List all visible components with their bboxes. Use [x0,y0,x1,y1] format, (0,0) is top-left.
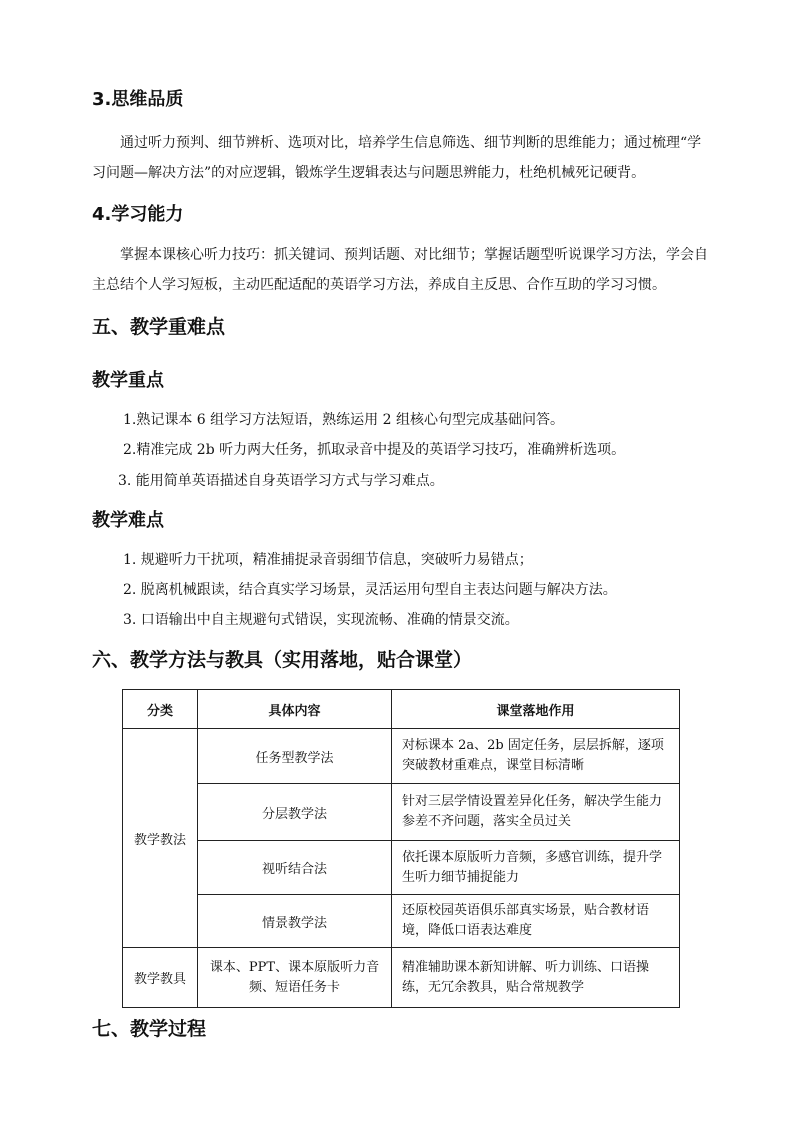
method-name: 任务型教学法 [198,729,392,784]
header-content: 具体内容 [198,690,392,729]
table-row [123,729,680,784]
section-learning-text: 掌握本课核心听力技巧：抓关键词、预判话题、对比细节；掌握话题型听说课学习方法，学会自主总结个人学习短板，主动匹配适配的英语学习方法，养成自主反思、合作互助的学习习惯。 [92,247,708,293]
method-name: 情景教学法 [198,895,392,948]
table-row [123,784,680,841]
section-thinking-title: 3.思维品质 [92,89,184,110]
header-category: 分类 [123,690,198,729]
section-learning-title: 4.学习能力 [92,204,184,225]
difficulty-point-1: 1. 规避听力干扰项，精准捕捉录音弱细节信息，突破听力易错点； [123,552,533,568]
difficulty-title: 教学难点 [92,510,164,531]
key-point-3: 3. 能用简单英语描述自身英语学习方式与学习难点。 [118,473,444,489]
table-row [123,841,680,895]
method-name: 视听结合法 [198,841,392,895]
method-effect: 依托课本原版听力音频，多感官训练，提升学生听力细节捕捉能力 [392,841,680,895]
section-7-title: 七、教学过程 [92,1018,207,1040]
table-row [123,948,680,1008]
method-effect: 对标课本 2a、2b 固定任务，层层拆解，逐项突破教材重难点，课堂目标清晰 [392,729,680,784]
tools-content: 课本、PPT、课本原版听力音频、短语任务卡 [198,948,392,1008]
methods-table [122,689,680,1008]
section-6-title: 六、教学方法与教具（实用落地，贴合课堂） [92,649,473,671]
difficulty-point-2: 2. 脱离机械跟读，结合真实学习场景，灵活运用句型自主表达问题与解决方法。 [123,582,617,598]
method-effect: 针对三层学情设置差异化任务，解决学生能力参差不齐问题，落实全员过关 [392,784,680,841]
difficulty-point-3: 3. 口语输出中自主规避句式错误，实现流畅、准确的情景交流。 [123,612,519,628]
tools-effect: 精准辅助课本新知讲解、听力训练、口语操练，无冗余教具，贴合常规教学 [392,948,680,1008]
table-row [123,895,680,948]
section-learning-body [92,240,708,300]
key-point-2: 2.精准完成 2b 听力两大任务，抓取录音中提及的英语学习技巧，准确辨析选项。 [123,442,626,458]
category-teaching-methods: 教学教法 [123,729,198,948]
section-thinking-text: 通过听力预判、细节辨析、选项对比，培养学生信息筛选、细节判断的思维能力；通过梳理“学习问题—解决方法”的对应逻辑，锻炼学生逻辑表达与问题思辨能力，杜绝机械死记硬背。 [92,135,702,181]
method-effect: 还原校园英语俱乐部真实场景，贴合教材语境，降低口语表达难度 [392,895,680,948]
section-5-title: 五、教学重难点 [92,316,226,338]
section-thinking-body [92,128,708,188]
key-points-title: 教学重点 [92,370,164,391]
key-point-1: 1.熟记课本 6 组学习方法短语，熟练运用 2 组核心句型完成基础问答。 [123,412,564,428]
category-teaching-tools: 教学教具 [123,948,198,1008]
method-name: 分层教学法 [198,784,392,841]
header-effect: 课堂落地作用 [392,690,680,729]
table-header-row [123,690,680,729]
